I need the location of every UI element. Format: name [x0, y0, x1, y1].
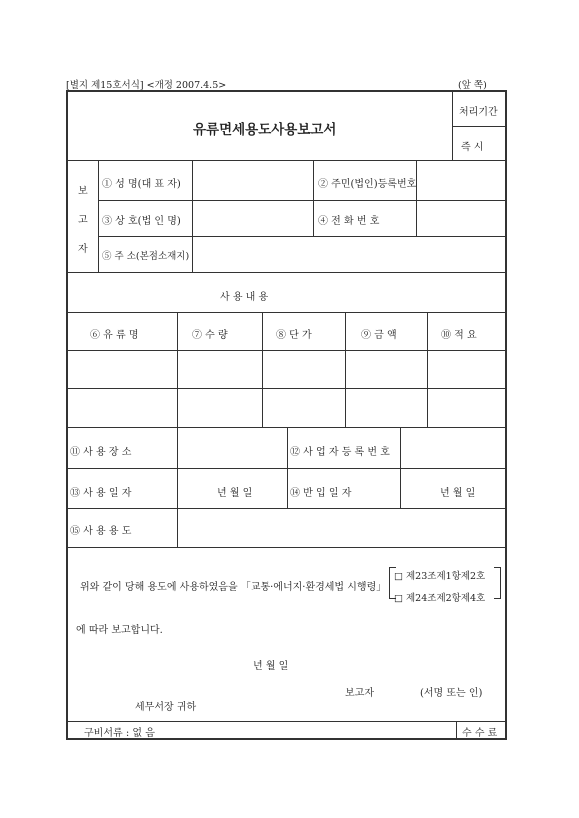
address-label: ⑤ 주 소(본점소재지)	[102, 251, 190, 262]
usage-section-title: 사 용 내 용	[220, 292, 269, 303]
business-registration-label: ⑫ 사 업 자 등 록 번 호	[290, 447, 390, 458]
signature-placeholder[interactable]: (서명 또는 인)	[420, 688, 483, 699]
report-date[interactable]: 년 월 일	[253, 661, 289, 672]
option-article-23[interactable]: □ 제23조제1항제2호	[394, 571, 486, 582]
col-header-unit-price: ⑧ 단 가	[276, 330, 312, 341]
page-side-label: (앞 쪽)	[458, 80, 487, 91]
details-row-line-1	[67, 468, 505, 469]
details-mid-divider	[287, 427, 288, 508]
attachments-label: 구비서류 : 없 음	[84, 728, 155, 739]
frame-right	[505, 90, 507, 740]
usage-place-label: ⑪ 사 용 장 소	[70, 447, 132, 458]
usage-date-label: ⑬ 사 용 일 자	[70, 488, 132, 499]
unit-price-cell[interactable]	[263, 389, 345, 427]
company-name-label: ③ 상 호(법 인 명)	[102, 216, 181, 227]
business-registration-field[interactable]	[401, 428, 505, 468]
company-name-field[interactable]	[193, 201, 313, 236]
fee-label: 수 수 료	[462, 728, 498, 739]
name-label: ① 성 명(대 표 자)	[102, 179, 181, 190]
usage-purpose-label: ⑮ 사 용 용 도	[70, 526, 132, 537]
registration-number-label: ② 주민(법인)등록번호	[318, 179, 417, 190]
quantity-cell[interactable]	[178, 351, 262, 388]
carry-in-date-field[interactable]: 년 월 일	[440, 488, 476, 499]
usage-place-field[interactable]	[178, 428, 287, 468]
phone-label: ④ 전 화 번 호	[318, 216, 380, 227]
remarks-cell[interactable]	[428, 351, 505, 388]
footer-top-line	[67, 721, 505, 722]
addressee: 세무서장 귀하	[135, 702, 197, 713]
option-bracket-right	[494, 567, 501, 599]
quantity-cell[interactable]	[178, 389, 262, 427]
processing-divider-h	[452, 126, 505, 127]
address-field[interactable]	[193, 237, 505, 272]
usage-purpose-field[interactable]	[178, 509, 505, 547]
reporter-col-line-2	[313, 160, 314, 236]
statement-line-1: 위와 같이 당해 용도에 사용하였음을 「교통·에너지·환경세법 시행령」	[80, 582, 387, 593]
col-header-amount: ⑨ 금 액	[361, 330, 397, 341]
reporter-signature-label: 보고자	[345, 688, 374, 699]
col-header-oil-name: ⑥ 유 류 명	[90, 330, 139, 341]
frame-top	[66, 90, 507, 92]
processing-period-label: 처리기간	[459, 107, 498, 118]
form-title: 유류면세용도사용보고서	[193, 122, 337, 138]
oil-name-cell[interactable]	[68, 351, 177, 388]
option-article-24[interactable]: □ 제24조제2항제4호	[394, 593, 486, 604]
reporter-section-label-2: 고	[78, 215, 88, 226]
oil-name-cell[interactable]	[68, 389, 177, 427]
amount-cell[interactable]	[346, 389, 427, 427]
registration-number-field[interactable]	[417, 161, 505, 200]
unit-price-cell[interactable]	[263, 351, 345, 388]
name-field[interactable]	[193, 161, 313, 200]
details-row-line-3	[67, 547, 505, 548]
col-header-remarks: ⑩ 적 요	[441, 330, 477, 341]
reporter-section-label-1: 보	[78, 186, 88, 197]
reporter-label-divider	[98, 160, 99, 272]
usage-top-line	[67, 272, 505, 273]
remarks-cell[interactable]	[428, 389, 505, 427]
carry-in-date-label: ⑭ 반 입 일 자	[290, 488, 352, 499]
statement-line-2: 에 따라 보고합니다.	[76, 625, 163, 636]
usage-header-line	[67, 312, 505, 313]
reporter-section-label-3: 자	[78, 244, 88, 255]
phone-field[interactable]	[417, 201, 505, 236]
amount-cell[interactable]	[346, 351, 427, 388]
processing-period-value: 즉 시	[461, 142, 484, 153]
form-reference: [별지 제15호서식] <개정 2007.4.5>	[66, 80, 227, 91]
col-header-quantity: ⑦ 수 량	[192, 330, 228, 341]
usage-date-field[interactable]: 년 월 일	[217, 488, 253, 499]
footer-divider	[456, 721, 457, 738]
